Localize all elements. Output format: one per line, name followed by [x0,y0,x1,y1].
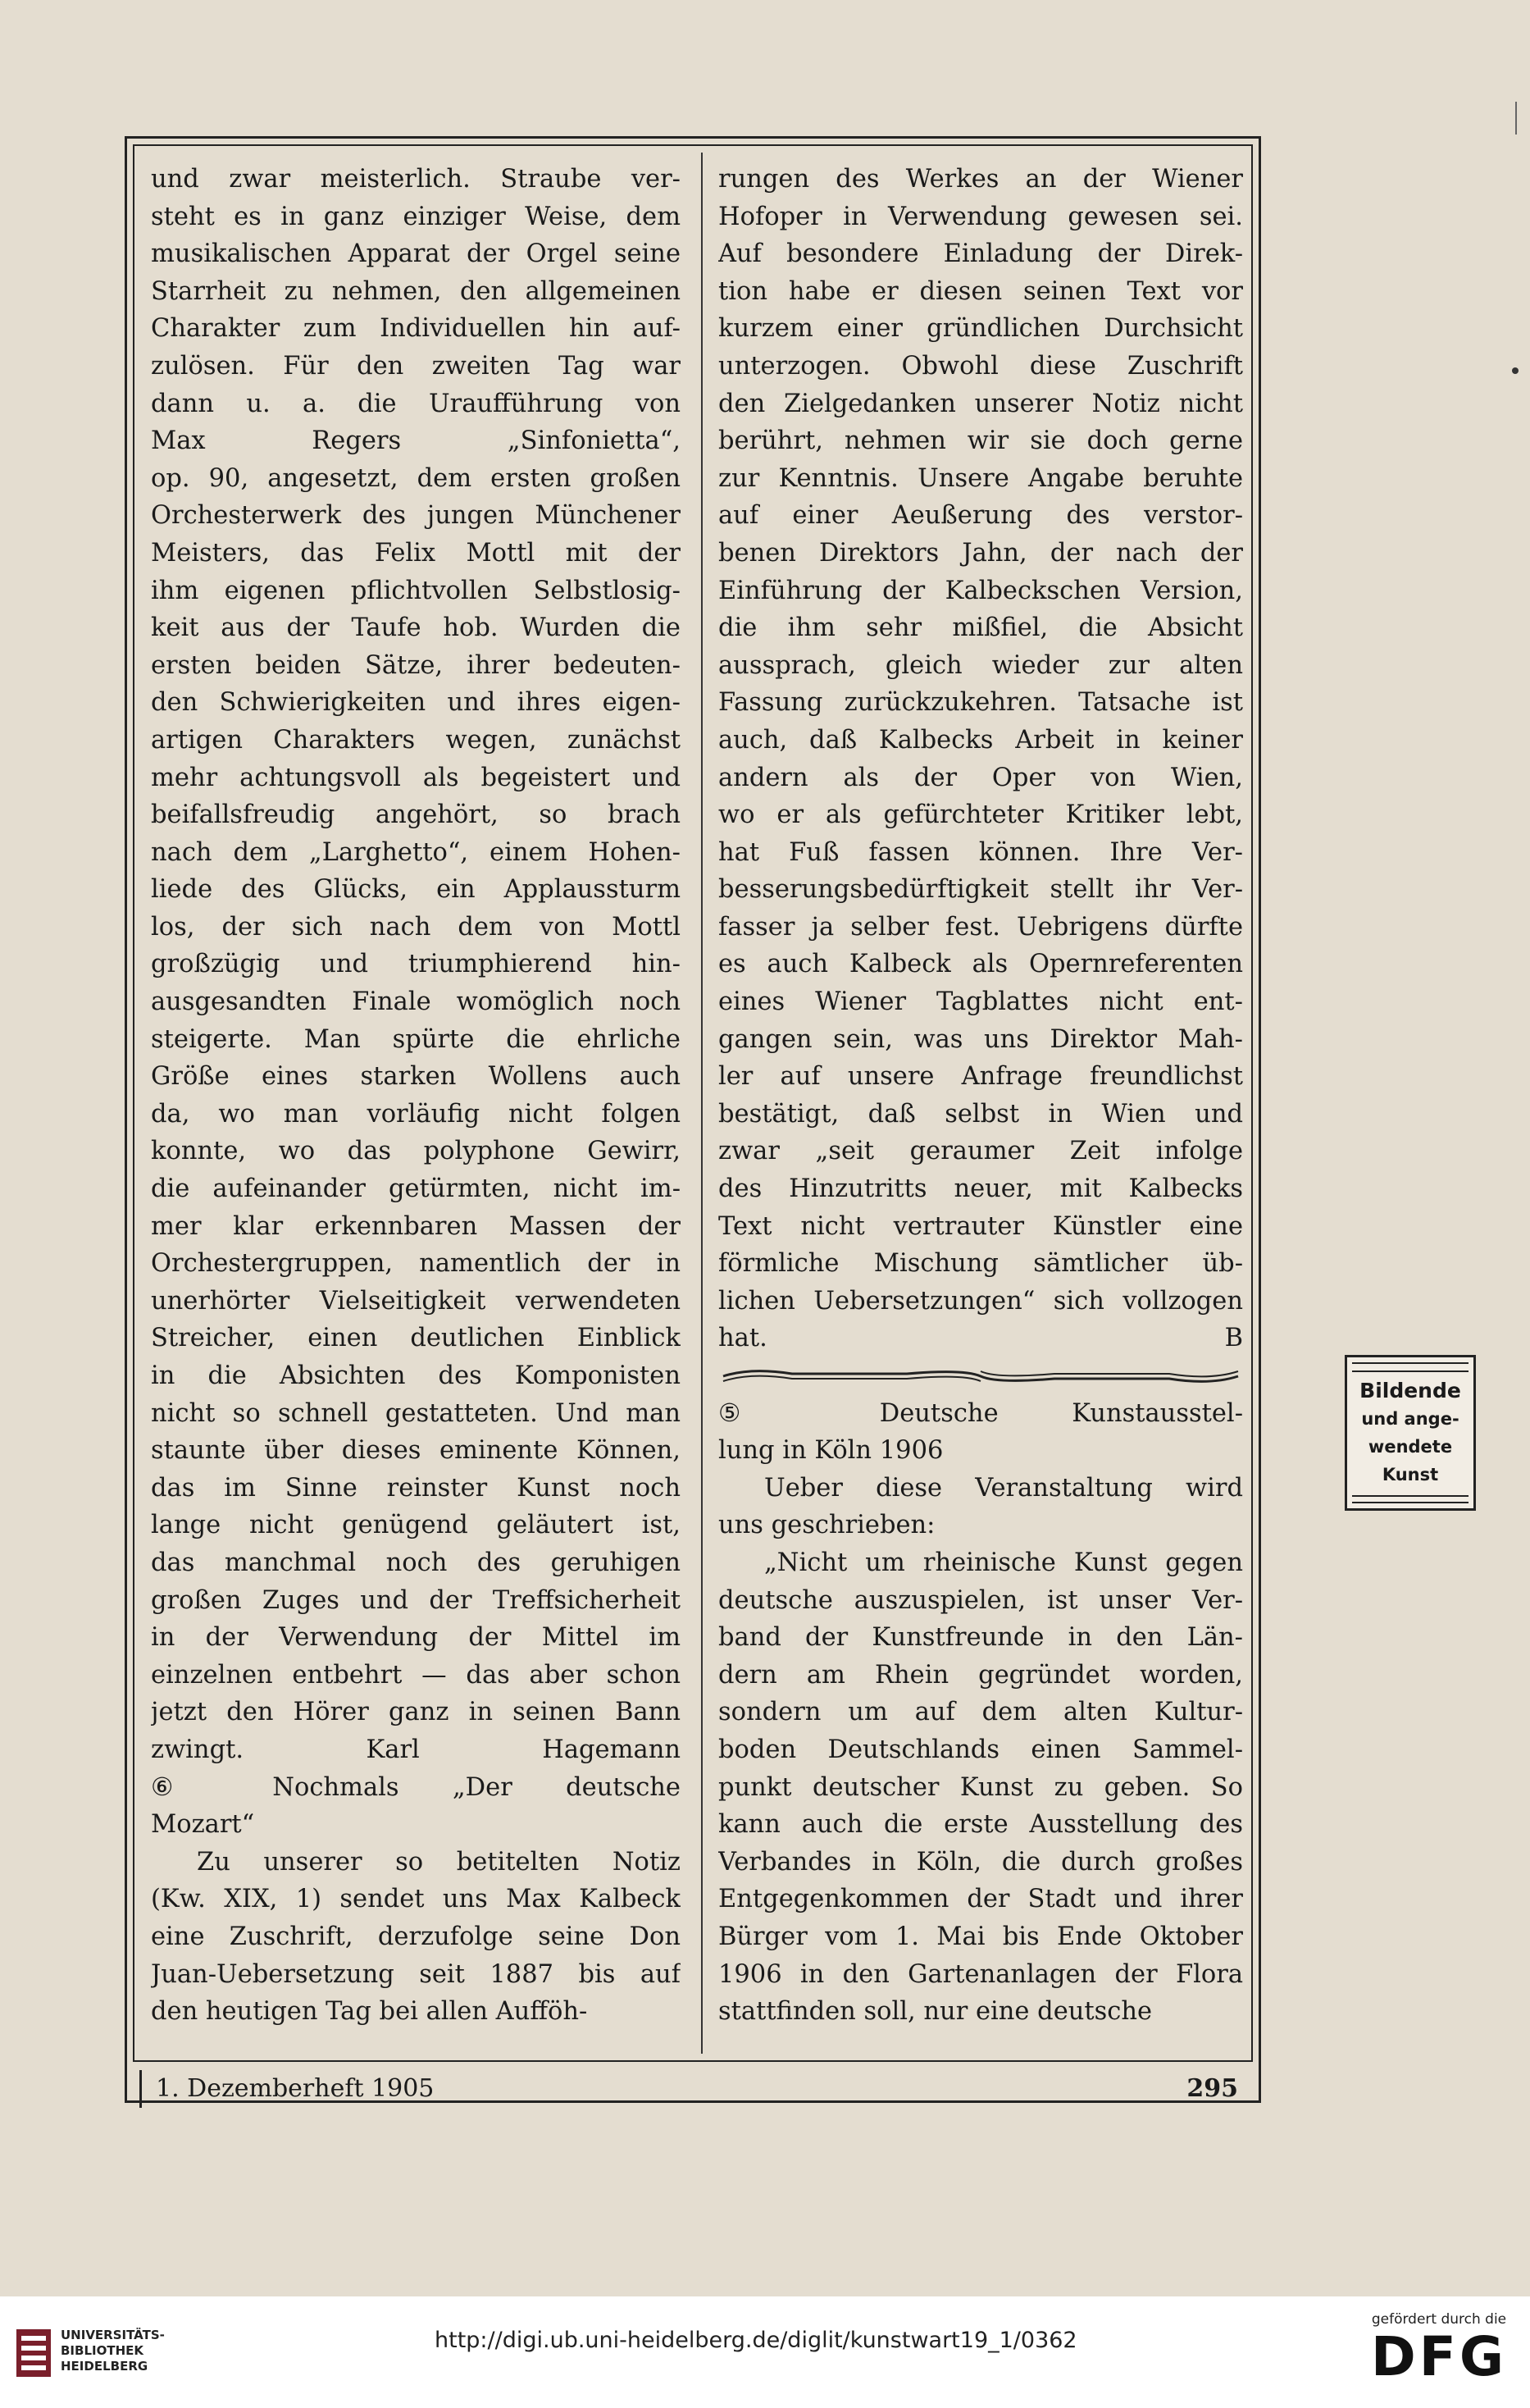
text-line: großzügig und triumphierend hin- [151,950,681,979]
margin-dot [1512,367,1519,374]
text-line: wo er als gefürchteter Kritiker lebt, [718,800,1243,830]
text-line: Charakter zum Individuellen hin auf- [151,314,681,344]
text-line: ⑤ Deutsche Kunstausstel- [718,1398,1243,1428]
text-line: fasser ja selber fest. Uebrigens dürfte [718,912,1243,942]
library-seal-icon [15,2328,52,2378]
text-line: Max Regers „Sinfonietta“, [151,426,681,456]
text-line: ⑥ Nochmals „Der deutsche [151,1772,681,1802]
text-line: 1906 in den Gartenanlagen der Flora [718,1959,1243,1989]
text-line: Verbandes in Köln, die durch großes [718,1847,1243,1877]
text-line: kurzem einer gründlichen Durchsicht [718,314,1243,344]
text-line: musikalischen Apparat der Orgel seine [151,239,681,269]
text-line: ersten beiden Sätze, ihrer bedeuten- [151,650,681,680]
text-line: zwingt. Karl Hagemann [151,1735,681,1764]
text-line: ihm eigenen pflichtvollen Selbstlosig- [151,576,681,605]
text-line: Ueber diese Veranstaltung wird [764,1473,1243,1503]
text-line: lichen Uebersetzungen“ sich vollzogen [718,1286,1243,1316]
section-tab-line4: Kunst [1382,1465,1439,1484]
library-line1: UNIVERSITÄTS- [61,2328,165,2342]
text-line: boden Deutschlands einen Sammel- [718,1735,1243,1764]
text-line: es auch Kalbeck als Opernreferenten [718,950,1243,979]
text-line: zulösen. Für den zweiten Tag war [151,351,681,381]
text-line: förmliche Mischung sämtlicher üb- [718,1249,1243,1279]
text-line: mer klar erkennbaren Massen der [151,1211,681,1241]
text-line: keit aus der Taufe hob. Wurden die [151,613,681,643]
text-line: das im Sinne reinster Kunst noch [151,1473,681,1503]
text-line: kann auch die erste Ausstellung des [718,1810,1243,1840]
text-line: mehr achtungsvoll als begeistert und [151,763,681,792]
text-line: op. 90, angesetzt, dem ersten großen [151,463,681,493]
tab-bottom-rule [1352,1495,1469,1503]
library-name [61,2328,165,2374]
text-line: steigerte. Man spürte die ehrliche [151,1024,681,1054]
text-line: berührt, nehmen wir sie doch gerne [718,426,1243,456]
page-edge-mark [1515,102,1517,135]
text-line: sondern um auf dem alten Kultur- [718,1698,1243,1727]
section-tab-line2: und ange- [1361,1409,1459,1429]
text-line: dern am Rhein gegründet worden, [718,1660,1243,1690]
library-logo[interactable] [15,2321,212,2387]
text-line: jetzt den Hörer ganz in seinen Bann [151,1698,681,1727]
library-line2: BIBLIOTHEK [61,2343,143,2358]
text-line: dann u. a. die Uraufführung von [151,389,681,418]
viewer-footer-bar [0,2296,1530,2408]
text-line: zwar „seit geraumer Zeit infolge [718,1137,1243,1166]
text-line: in der Verwendung der Mittel im [151,1623,681,1653]
text-line: liede des Glücks, ein Applaussturm [151,875,681,905]
text-line: des Hinzutritts neuer, mit Kalbecks [718,1174,1243,1204]
text-line: und zwar meisterlich. Straube ver- [151,165,681,194]
text-line: auch, daß Kalbecks Arbeit in keiner [718,725,1243,755]
text-line: bestätigt, daß selbst in Wien und [718,1099,1243,1129]
text-line: eine Zuschrift, derzufolge seine Don [151,1922,681,1951]
text-line: die aufeinander getürmten, nicht im- [151,1174,681,1204]
text-line: Fassung zurückzukehren. Tatsache ist [718,688,1243,718]
text-line: deutsche auszuspielen, ist unser Ver- [718,1585,1243,1615]
text-line: Mozart“ [151,1810,255,1840]
text-line: Entgegenkommen der Stadt und ihrer [718,1885,1243,1914]
section-tab-line1: Bildende [1359,1379,1461,1402]
text-line: Orchestergruppen, namentlich der in [151,1249,681,1279]
permalink-url[interactable]: http://digi.ub.uni-heidelberg.de/diglit/kunstwart19_1/0362 [435,2328,1077,2353]
text-line: uns geschrieben: [718,1511,936,1540]
text-line: konnte, wo das polyphone Gewirr, [151,1137,681,1166]
text-line: Bürger vom 1. Mai bis Ende Oktober [718,1922,1243,1951]
library-line3: HEIDELBERG [61,2359,148,2374]
text-line: Auf besondere Einladung der Direk- [718,239,1243,269]
text-line: eines Wiener Tagblattes nicht ent- [718,987,1243,1017]
text-line: beifallsfreudig angehört, so brach [151,800,681,830]
text-line: andern als der Oper von Wien, [718,763,1243,792]
text-line: los, der sich nach dem von Mottl [151,912,681,942]
text-line: artigen Charakters wegen, zunächst [151,725,681,755]
text-line: hat. B [718,1324,1243,1353]
text-line: auf einer Aeußerung des verstor- [718,501,1243,531]
right-column [718,161,1243,2031]
text-line: benen Direktors Jahn, der nach der [718,538,1243,568]
column-divider [701,153,703,2054]
text-line: aussprach, gleich wieder zur alten [718,650,1243,680]
funder-logo[interactable] [1361,2311,1517,2397]
text-line: (Kw. XIX, 1) sendet uns Max Kalbeck [151,1885,681,1914]
funder-caption: gefördert durch die [1371,2311,1507,2328]
text-line: den Schwierigkeiten und ihres eigen- [151,688,681,718]
text-line: stattfinden soll, nur eine deutsche [718,1997,1153,2027]
text-line: Streicher, einen deutlichen Einblick [151,1324,681,1353]
text-line: tion habe er diesen seinen Text vor [718,276,1243,306]
text-line: besserungsbedürftigkeit stellt ihr Ver- [718,875,1243,905]
text-line: „Nicht um rheinische Kunst gegen [764,1548,1243,1577]
text-line: ausgesandten Finale womöglich noch [151,987,681,1017]
text-line: punkt deutscher Kunst zu geben. So [718,1772,1243,1802]
text-line: rungen des Werkes an der Wiener [718,165,1243,194]
text-line: Einführung der Kalbeckschen Version, [718,576,1243,605]
tab-top-rule [1352,1362,1469,1372]
footer-tick [139,2070,142,2108]
section-tab-line3: wendete [1368,1437,1453,1457]
text-line: den heutigen Tag bei allen Aufföh- [151,1997,588,2027]
text-line: da, wo man vorläufig nicht folgen [151,1099,681,1129]
section-tab [1345,1355,1476,1511]
text-line: großen Zuges und der Treffsicherheit [151,1585,681,1615]
text-line: lange nicht genügend geläutert ist, [151,1511,681,1540]
text-line: gangen sein, was uns Direktor Mah- [718,1024,1243,1054]
text-line: Meisters, das Felix Mottl mit der [151,538,681,568]
text-line: Hofoper in Verwendung gewesen sei. [718,202,1243,231]
section-divider-flourish [718,1357,1243,1395]
text-line: steht es in ganz einziger Weise, dem [151,202,681,231]
text-line: Juan-Uebersetzung seit 1887 bis auf [151,1959,681,1989]
text-line: Größe eines starken Wollens auch [151,1062,681,1092]
text-line: den Zielgedanken unserer Notiz nicht [718,389,1243,418]
left-column [151,161,681,2031]
text-line: Zu unserer so betitelten Notiz [197,1847,681,1877]
text-line: band der Kunstfreunde in den Län- [718,1623,1243,1653]
page-footer [133,2067,1253,2111]
text-line: nicht so schnell gestatteten. Und man [151,1398,681,1428]
text-line: ler auf unsere Anfrage freundlichst [718,1062,1243,1092]
text-line: einzelnen entbehrt — das aber schon [151,1660,681,1690]
text-line: unterzogen. Obwohl diese Zuschrift [718,351,1243,381]
text-line: zur Kenntnis. Unsere Angabe beruhte [718,463,1243,493]
text-line: Orchesterwerk des jungen Münchener [151,501,681,531]
text-line: staunte über dieses eminente Können, [151,1436,681,1466]
text-line: nach dem „Larghetto“, einem Hohen- [151,837,681,867]
text-line: das manchmal noch des geruhigen [151,1548,681,1577]
text-line: lung in Köln 1906 [718,1436,944,1466]
text-line: hat Fuß fassen können. Ihre Ver- [718,837,1243,867]
text-line: Starrheit zu nehmen, den allgemeinen [151,276,681,306]
dfg-logo: DFG [1370,2325,1508,2388]
text-line: unerhörter Vielseitigkeit verwendeten [151,1286,681,1316]
issue-label: 1. Dezemberheft 1905 [156,2074,435,2103]
page-number: 295 [1186,2074,1238,2103]
text-line: die ihm sehr mißfiel, die Absicht [718,613,1243,643]
text-line: Text nicht vertrauter Künstler eine [718,1211,1243,1241]
text-line: in die Absichten des Komponisten [151,1361,681,1390]
